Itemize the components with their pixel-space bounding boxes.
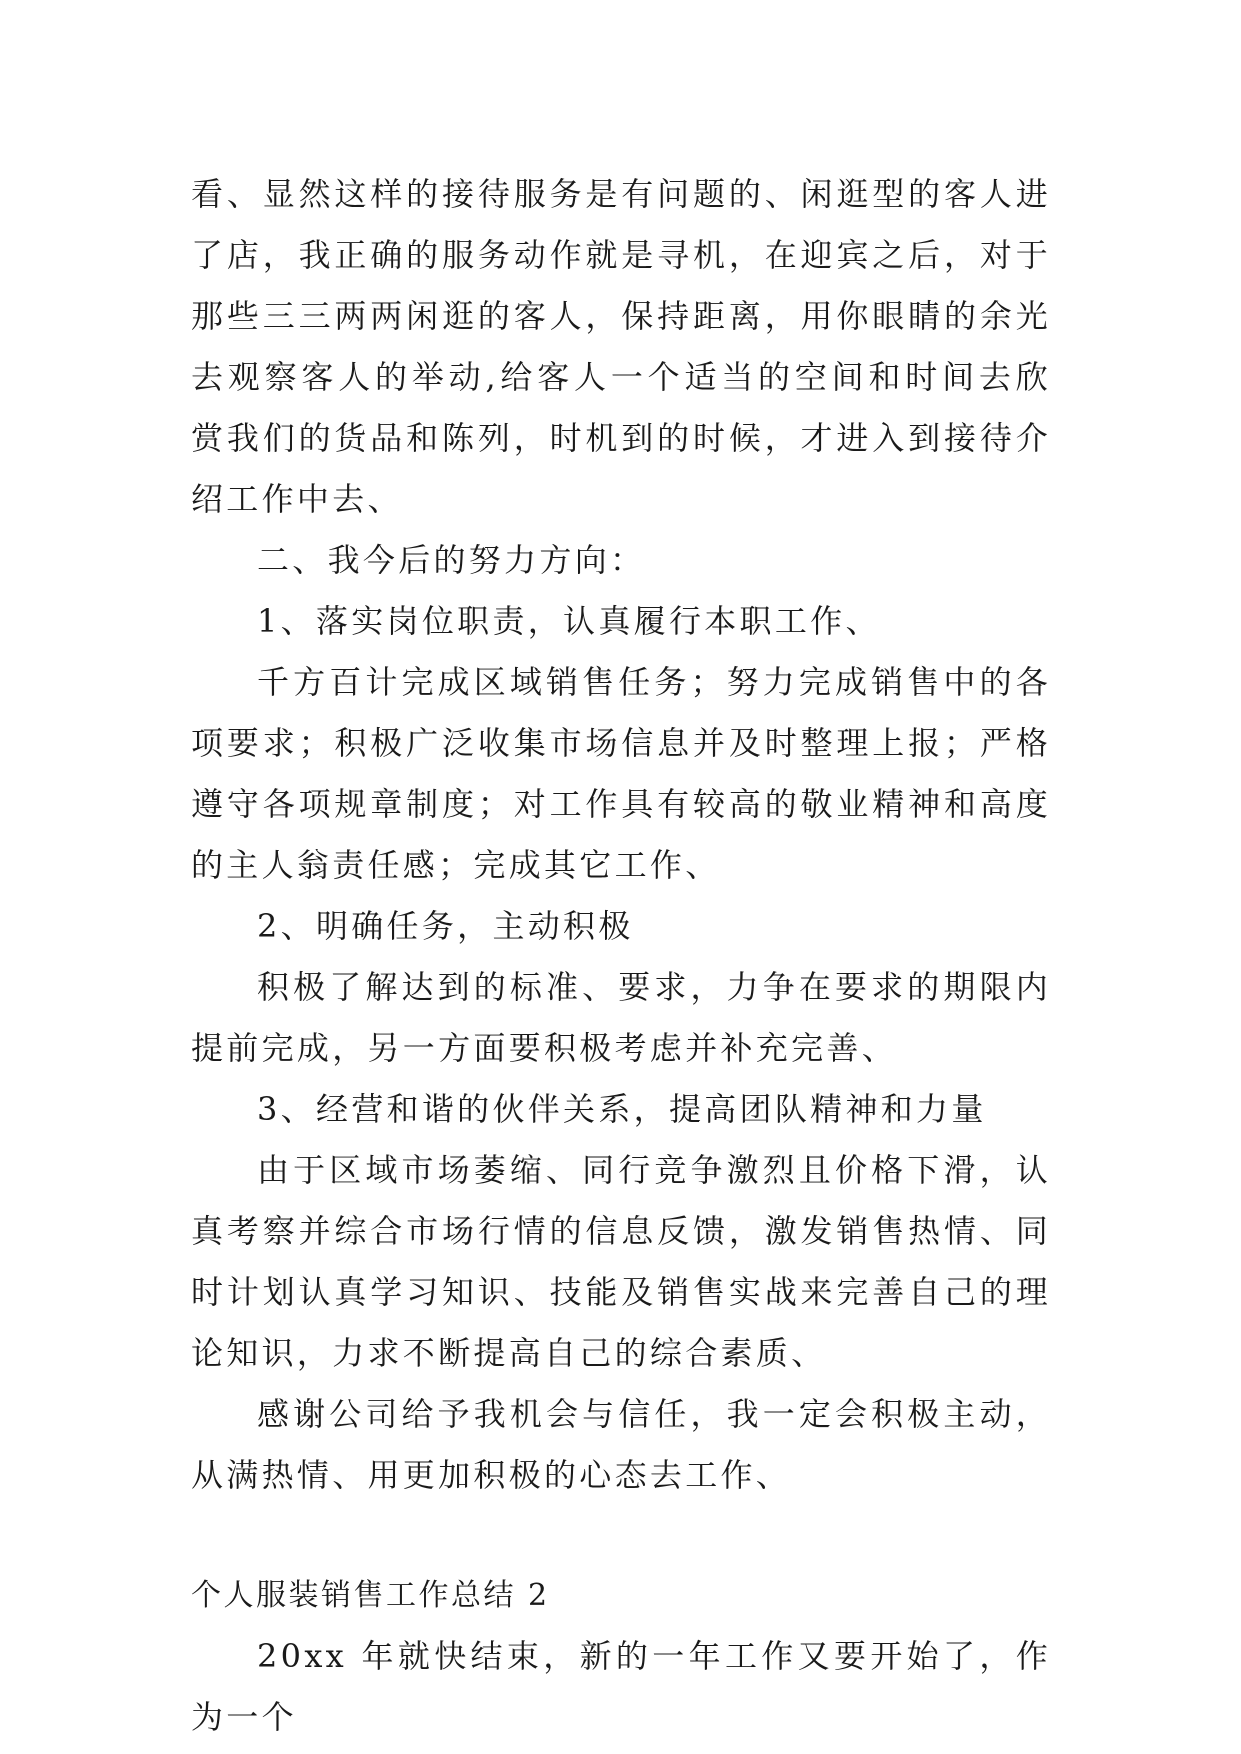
section-title: 个人服装销售工作总结 2 bbox=[191, 1578, 550, 1613]
paragraph: 千方百计完成区域销售任务；努力完成销售中的各项要求；积极广泛收集市场信息并及时整理上报；严格遵守各项规章制度；对工作具有较高的敬业精神和高度的主人翁责任感；完成其它工作、 bbox=[191, 663, 1051, 884]
paragraph: 20xx 年就快结束，新的一年工作又要开始了，作为一个 bbox=[191, 1637, 1051, 1736]
paragraph: 看、显然这样的接待服务是有问题的、闲逛型的客人进了店，我正确的服务动作就是寻机，在迎宾之后，对于那些三三两两闲逛的客人，保持距离，用你眼睛的余光去观察客人的举动,给客人一个适当的空间和时间去欣赏我们的货品和陈列，时机到的时候，才进入到接待介绍工作中去、 bbox=[191, 175, 1051, 518]
paragraph: 感谢公司给予我机会与信任，我一定会积极主动，从满热情、用更加积极的心态去工作、 bbox=[191, 1395, 1051, 1494]
list-item-heading-2: 2、明确任务，主动积极 bbox=[257, 907, 634, 945]
paragraph: 由于区域市场萎缩、同行竞争激烈且价格下滑，认真考察并综合市场行情的信息反馈，激发销售热情、同时计划认真学习知识、技能及销售实战来完善自己的理论知识，力求不断提高自己的综合素质、 bbox=[191, 1151, 1051, 1372]
heading-future-direction: 二、我今后的努力方向： bbox=[257, 541, 646, 579]
list-item-heading-1: 1、落实岗位职责，认真履行本职工作、 bbox=[257, 602, 881, 640]
paragraph: 积极了解达到的标准、要求，力争在要求的期限内提前完成，另一方面要积极考虑并补充完善、 bbox=[191, 968, 1051, 1067]
document-body bbox=[191, 164, 1051, 1748]
list-item-heading-3: 3、经营和谐的伙伴关系，提高团队精神和力量 bbox=[257, 1090, 987, 1128]
